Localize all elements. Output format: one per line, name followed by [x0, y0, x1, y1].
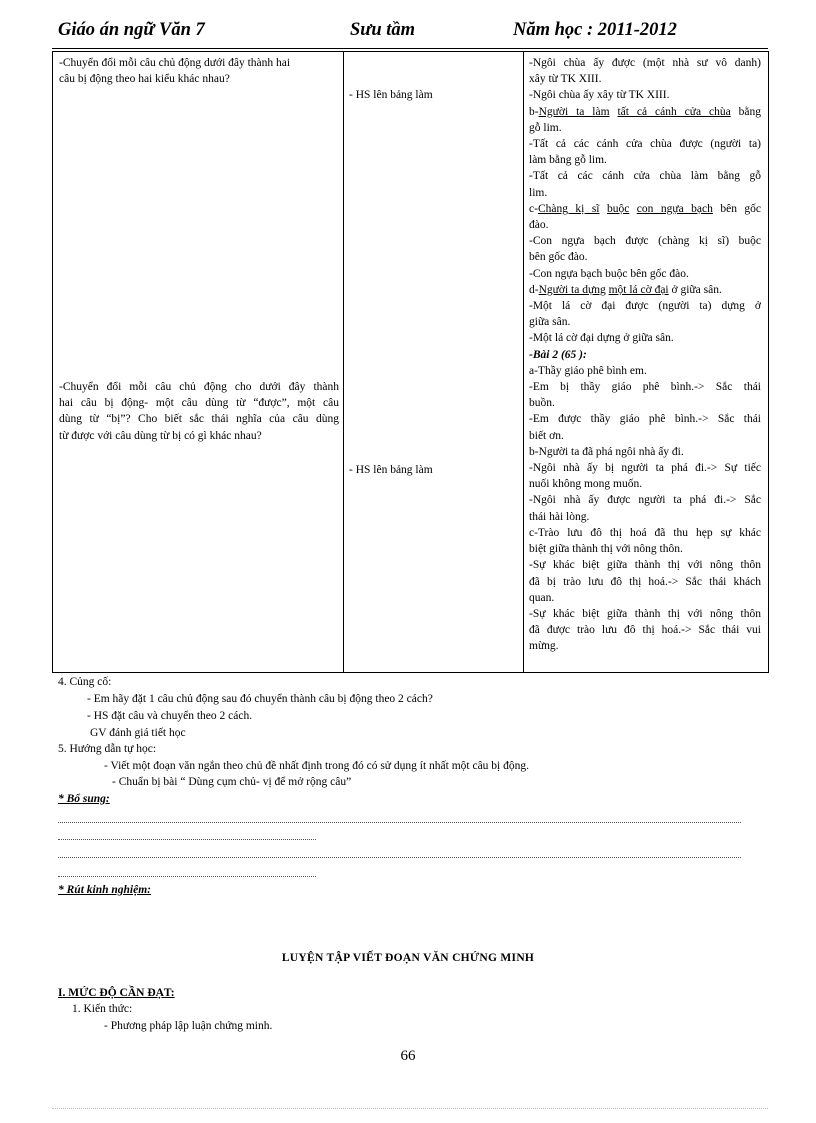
answer-line: biết ơn.	[529, 429, 564, 442]
answer-line	[529, 282, 761, 298]
exercise-heading: -Bài 2 (65 ):	[529, 348, 587, 361]
question-line: hai câu bị động- một câu dùng từ “được”, một câu	[59, 397, 339, 410]
answer-line: đã bị trào lưu đô thị hoá.-> Sắc thái khách	[529, 575, 761, 588]
page-number: 66	[400, 1048, 416, 1064]
dotted-line	[58, 822, 741, 823]
answer-line: -Một lá cờ đại được (người ta) dựng ở	[529, 300, 761, 313]
answer-line: giữa sân.	[529, 316, 571, 329]
answer-line: c-Trào lưu đô thị hoá đã thu hẹp sự khác	[529, 526, 761, 539]
answer-line: thái hài lòng.	[529, 510, 590, 523]
underlined-object: một lá cờ đại	[608, 283, 669, 296]
answer-column	[529, 55, 761, 655]
answer-space	[629, 203, 636, 215]
answer-line: -Con ngựa bạch được (chàng kị sĩ) buộc	[529, 235, 761, 248]
answer-line: lim.	[529, 186, 548, 199]
answer-label: c-	[529, 202, 538, 215]
consolidation-item: - HS đặt câu và chuyển theo 2 cách.	[87, 710, 253, 722]
answer-line: -Ngôi nhà ấy được người ta phá đi.-> Sắc	[529, 494, 761, 507]
answer-text: bằng	[730, 105, 761, 118]
answer-line: biệt giữa thành thị với nông thôn.	[529, 543, 683, 556]
objective-item: 1. Kiến thức:	[72, 1003, 133, 1015]
question-line: -Chuyển đổi mỗi câu chủ động dưới đây thành hai	[59, 57, 291, 69]
teacher-question-2	[59, 379, 339, 444]
answer-line: -Tất cả các cánh cửa chùa làm bằng gỗ	[529, 170, 761, 183]
answer-space	[600, 203, 607, 215]
section-objectives: I. MỨC ĐỘ CẦN ĐẠT:	[58, 987, 175, 999]
answer-line: -Ngôi chùa ấy được (một nhà sư vô danh)	[529, 57, 761, 69]
underlined-verb: buộc	[606, 202, 630, 215]
answer-line	[529, 104, 761, 120]
answer-line: -Ngôi chùa ấy xây từ TK XIII.	[529, 89, 670, 102]
question-line: -Chuyển đổi mỗi câu chủ động cho dưới đây thành	[59, 381, 339, 393]
answer-line: -Tất cả các cánh cửa chùa được (người ta)	[529, 138, 761, 151]
answer-line: nuối không mong muốn.	[529, 478, 643, 491]
section-self-study: 5. Hướng dẫn tự học:	[58, 743, 157, 755]
dotted-line	[58, 857, 741, 858]
consolidation-item: - Em hãy đặt 1 câu chủ động sau đó chuyển thành câu bị động theo 2 cách?	[87, 693, 433, 705]
dotted-line	[58, 876, 316, 877]
lesson-table	[52, 51, 769, 673]
answer-line: đã được trào lưu đô thị hoá.-> Sắc thái vui	[529, 624, 761, 637]
answer-line: đào.	[529, 219, 549, 232]
answer-line: xây từ TK XIII.	[529, 73, 602, 86]
answer-line: -Con ngựa bạch buộc bên gốc đào.	[529, 267, 689, 280]
page-bottom-rule	[52, 1108, 768, 1109]
lesson-title: LUYỆN TẬP VIẾT ĐOẠN VĂN CHỨNG MINH	[281, 952, 535, 964]
table-divider-2	[523, 52, 524, 672]
underlined-subject: Chàng kị sĩ	[537, 202, 600, 215]
answer-line: gỗ lim.	[529, 121, 562, 134]
objective-subitem: - Phương pháp lập luận chứng minh.	[104, 1020, 273, 1032]
underlined-object: con ngựa bạch	[636, 202, 713, 215]
teacher-question-1	[59, 55, 339, 87]
lessons-learned-heading: * Rút kinh nghiệm:	[58, 884, 151, 896]
answer-label: d-	[529, 283, 539, 296]
self-study-item: - Viết một đoạn văn ngắn theo chủ đề nhất định trong đó có sử dụng ít nhất một câu bị động.	[104, 760, 530, 772]
answer-line: -Em bị thầy giáo phê bình.-> Sắc thái	[529, 381, 761, 394]
answer-line: -Sự khác biệt giữa thành thị với nông thôn	[529, 559, 761, 572]
header-rule	[52, 48, 768, 49]
section-consolidation: 4. Củng cố:	[58, 676, 112, 688]
answer-line: quan.	[529, 591, 555, 604]
question-line: câu bị động theo hai kiểu khác nhau?	[59, 73, 230, 86]
answer-line: bên gốc đào.	[529, 251, 588, 264]
answer-label: b-	[529, 105, 539, 118]
question-line: dùng từ “bị”? Cho biết sắc thái nghĩa của câu dùng	[59, 413, 339, 426]
answer-line: làm bằng gỗ lim.	[529, 154, 607, 167]
header-school-year: Năm học : 2011-2012	[513, 20, 677, 40]
answer-line: -Sự khác biệt giữa thành thị với nông thôn	[529, 607, 761, 620]
consolidation-item: GV đánh giá tiết học	[90, 727, 186, 739]
question-line: từ được với câu dùng từ bị có gì khác nhau?	[59, 429, 262, 442]
answer-line: buồn.	[529, 397, 555, 410]
underlined-subject: Người ta làm	[538, 105, 610, 118]
supplement-heading: * Bổ sung:	[58, 793, 110, 805]
page-header	[58, 20, 768, 46]
student-activity-1: - HS lên bảng làm	[349, 89, 433, 101]
answer-line: mừng.	[529, 640, 559, 653]
answer-text: ở giữa sân.	[668, 283, 722, 296]
self-study-item: - Chuẩn bị bài “ Dùng cụm chủ- vị để mở rộng câu”	[112, 776, 352, 788]
answer-text: bên gốc	[712, 202, 762, 215]
answer-line: -Ngôi nhà ấy bị người ta phá đi.-> Sự tiếc	[529, 462, 761, 475]
answer-line: -Em được thầy giáo phê bình.-> Sắc thái	[529, 413, 761, 426]
underlined-object: tất cả cánh cửa chùa	[617, 105, 731, 118]
student-activity-2: - HS lên bảng làm	[349, 464, 433, 476]
table-divider-1	[343, 52, 344, 672]
header-subject: Giáo án ngữ Văn 7	[58, 20, 205, 40]
answer-line: -Một lá cờ đại dựng ở giữa sân.	[529, 332, 674, 345]
header-source: Sưu tầm	[350, 20, 416, 40]
answer-line: a-Thầy giáo phê bình em.	[529, 364, 647, 377]
dotted-line	[58, 839, 316, 840]
answer-line: b-Người ta đã phá ngôi nhà ấy đi.	[529, 445, 684, 458]
answer-line	[529, 201, 761, 217]
underlined-subject: Người ta dựng	[538, 283, 606, 296]
